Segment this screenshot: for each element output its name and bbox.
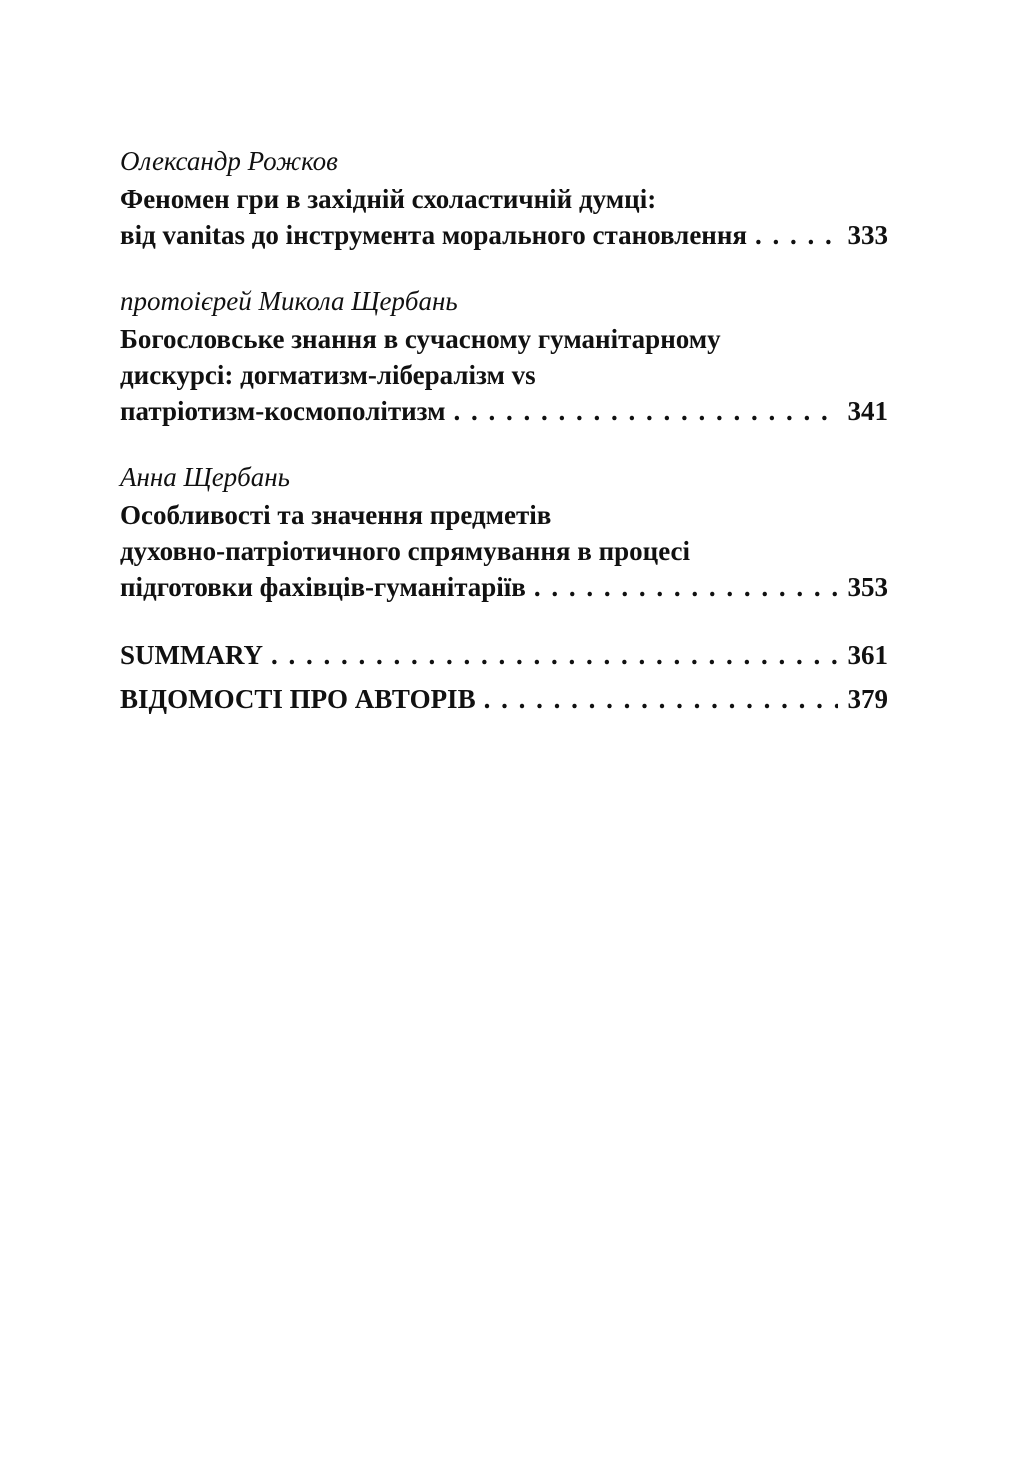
entry-author: протоієрей Микола Щербань: [120, 286, 458, 316]
entry-title-line: дискурсі: догматизм-лібералізм vs: [120, 360, 536, 390]
toc-section-summary[interactable]: [120, 633, 888, 677]
entry-title-line: Особливості та значення предметів: [120, 500, 552, 530]
entry-title-last-line[interactable]: [120, 569, 888, 605]
entry-author: Олександр Рожков: [120, 146, 338, 176]
dot-leader: [271, 633, 837, 677]
entry-title-line: духовно-патріотичного спрямування в процесі: [120, 536, 691, 566]
page-number: 379: [847, 684, 888, 714]
entry-title-last-line[interactable]: [120, 393, 888, 429]
entry-title-text: патріотизм-космополітизм: [120, 396, 446, 426]
table-of-contents: [120, 141, 888, 721]
page-number: 353: [847, 572, 888, 602]
entry-title-text: підготовки фахівців-гуманітаріїв: [120, 572, 526, 602]
section-label: SUMMARY: [120, 640, 264, 670]
dot-leader: [454, 393, 838, 429]
entry-author: Анна Щербань: [120, 462, 290, 492]
page-number: 341: [847, 396, 888, 426]
entry-title-line: Богословське знання в сучасному гуманітарному: [120, 324, 721, 354]
back-matter-sections: [120, 633, 888, 721]
toc-section-authors[interactable]: [120, 677, 888, 721]
toc-entry: [120, 457, 888, 605]
page-number: 361: [847, 640, 888, 670]
entry-title-text: від vanitas до інструмента морального становлення: [120, 220, 748, 250]
page-number: 333: [847, 220, 888, 250]
dot-leader: [755, 217, 837, 253]
section-label: ВІДОМОСТІ ПРО АВТОРІВ: [120, 684, 476, 714]
entry-title-last-line[interactable]: [120, 217, 888, 253]
dot-leader: [534, 569, 838, 605]
toc-entry: [120, 141, 888, 253]
dot-leader: [484, 677, 838, 721]
toc-entry: [120, 281, 888, 429]
entry-title-line: Феномен гри в західній схоластичній думці:: [120, 184, 657, 214]
